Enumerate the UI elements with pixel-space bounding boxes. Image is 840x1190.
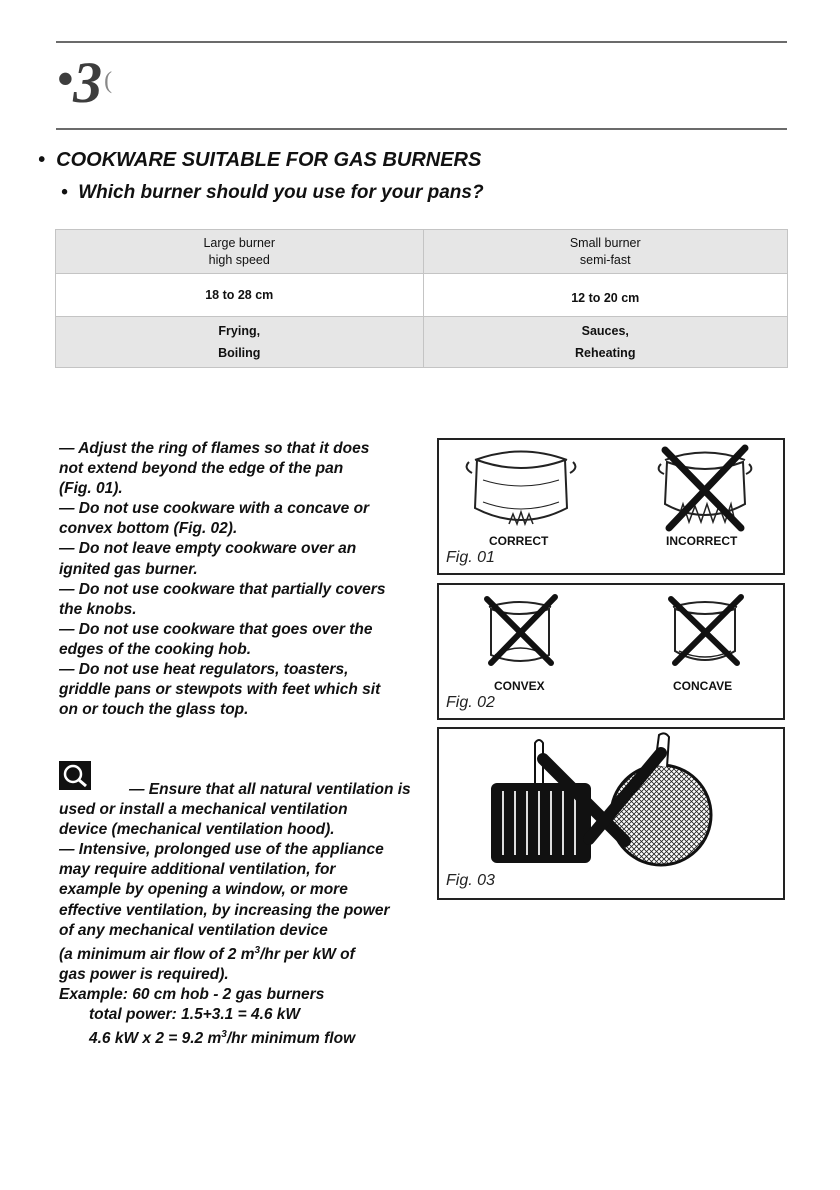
ventilation-text [59,780,411,1050]
advice-line: convex bottom (Fig. 02). [59,520,238,538]
section-subtitle [61,182,484,204]
pot-correct-icon [467,452,576,525]
advice-line: edges of the cooking hob. [59,640,252,658]
advice-line: — Do not leave empty cookware over an [59,540,357,558]
chapter-tick: ( [104,68,113,94]
subtitle-bullet: • [61,182,68,203]
table-cell [423,317,787,368]
vent-line: — Ensure that all natural ventilation is [129,781,411,798]
fig02-label-convex: CONVEX [494,679,545,693]
advice-line: ignited gas burner. [59,560,198,578]
table-cell [56,230,424,274]
vent-total-power: total power: 1.5+3.1 = 4.6 kW [89,1006,301,1024]
table-row [56,317,788,368]
vent-line: effective ventilation, by increasing the power [59,901,390,919]
top-rule [56,41,787,43]
fig02-caption: Fig. 02 [446,694,495,711]
fig01-label-incorrect: INCORRECT [666,534,738,548]
cell-line: Small burner [569,235,641,250]
vent-min-flow: 4.6 kW x 2 = 9.2 $m^3/hr$ minimum flow [89,1029,356,1048]
vent-line: (a minimum air flow of 2 $m^3/hr$ per kW of [59,944,355,963]
chapter-digit: 3 [73,50,103,115]
advice-text [59,439,385,720]
vent-line: gas power is required). [59,966,229,983]
figure-03 [437,727,785,900]
fig02-label-concave: CONCAVE [673,679,733,693]
table-cell [56,317,424,368]
advice-line: — Adjust the ring of flames so that it does [59,440,370,457]
cell-line: Reheating [575,346,636,360]
cell-line: Frying, [218,324,261,338]
section-subtitle-text: Which burner should you use for your pans? [78,182,484,203]
advice-line: — Do not use cookware that goes over the [59,620,373,638]
table-row [56,274,788,317]
advice-line: griddle pans or stewpots with feet which sit [59,681,381,699]
cell-line: Large burner [203,235,276,250]
advice-line: — Do not use heat regulators, toasters, [59,661,349,679]
section-title [38,149,481,172]
cell-line: high speed [208,252,270,267]
advice-line: (Fig. 01). [59,480,123,498]
vent-example: Example: 60 cm hob - 2 gas burners [59,986,325,1004]
cell-line: Sauces, [581,324,629,338]
vent-line: example by opening a window, or more [59,881,348,899]
vent-line: may require additional ventilation, for [59,861,336,879]
fig03-caption: Fig. 03 [446,872,495,889]
chapter-bullet: • [57,53,74,104]
cell-line: semi-fast [579,252,631,267]
cell-line: Boiling [218,346,261,360]
table-cell: 18 to 28 cm [56,274,424,317]
figure-02 [437,583,785,720]
advice-line: — Do not use cookware with a concave or [59,500,370,518]
section-bullet: • [38,149,46,171]
table-row [56,230,788,274]
table-cell: 12 to 20 cm [423,274,787,317]
fig01-label-correct: CORRECT [489,534,549,548]
figure-01 [437,438,785,575]
vent-line: used or install a mechanical ventilation [59,801,348,819]
vent-line: device (mechanical ventilation hood). [59,821,335,839]
vent-line: — Intensive, prolonged use of the appliance [59,841,384,859]
chapter-number [57,48,112,114]
burner-table [55,229,788,368]
bottom-rule [56,128,787,130]
fig01-caption: Fig. 01 [446,549,495,566]
advice-line: — Do not use cookware that partially covers [59,580,386,598]
advice-line: not extend beyond the edge of the pan [59,460,344,478]
advice-line: on or touch the glass top. [59,701,249,719]
vent-line: of any mechanical ventilation device [59,921,328,939]
advice-line: the knobs. [59,600,137,618]
section-title-text: COOKWARE SUITABLE FOR GAS BURNERS [56,149,482,171]
table-cell [423,230,787,274]
